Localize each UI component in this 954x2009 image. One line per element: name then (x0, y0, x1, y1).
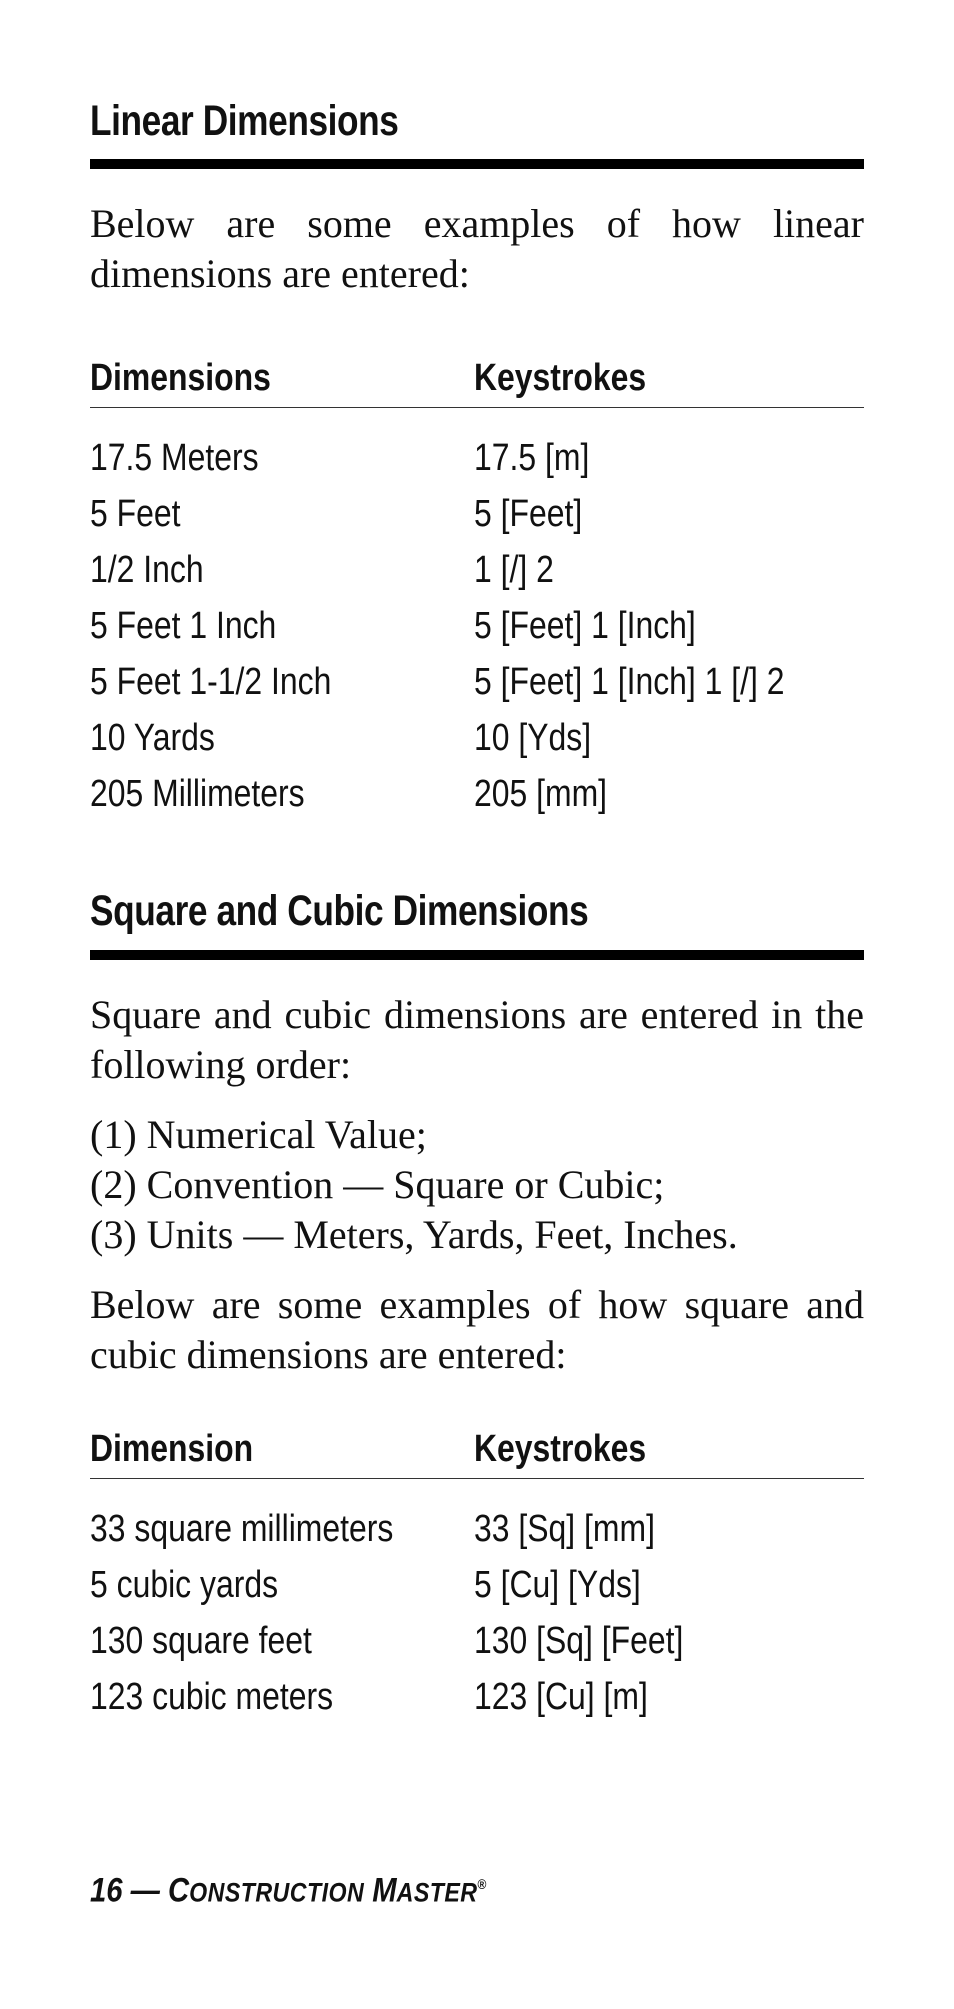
linear-header-keystrokes: Keystrokes (474, 357, 647, 400)
dimension-cell: 5 cubic yards (90, 1563, 279, 1606)
list-item: (1) Numerical Value; (90, 1111, 427, 1157)
page-number: 16 — (90, 1871, 169, 1910)
page-footer (90, 1862, 486, 1914)
keystroke-cell: 5 [Cu] [Yds] (474, 1563, 641, 1606)
square-cubic-header-keystrokes: Keystrokes (474, 1427, 647, 1470)
table-row (90, 486, 864, 542)
dimension-cell: 1/2 Inch (90, 549, 204, 592)
entry-order-list (90, 1110, 864, 1260)
manual-page (90, 98, 864, 1725)
table-row (90, 598, 864, 654)
keystroke-cell: 5 [Feet] (474, 493, 583, 536)
section-title-square-cubic: Square and Cubic Dimensions (90, 887, 589, 936)
keystroke-cell: 1 [/] 2 (474, 549, 554, 592)
dimension-cell: 5 Feet (90, 493, 181, 536)
square-cubic-header-dimension: Dimension (90, 1427, 254, 1470)
dimension-cell: 123 cubic meters (90, 1675, 334, 1718)
keystroke-cell: 130 [Sq] [Feet] (474, 1619, 684, 1662)
registered-mark: ® (477, 1876, 487, 1892)
linear-table-header (90, 355, 864, 408)
brand-initial-c: C (168, 1871, 190, 1910)
keystroke-cell: 205 [mm] (474, 773, 608, 816)
table-row (90, 430, 864, 486)
section-rule-linear (90, 159, 864, 169)
dimension-cell: 5 Feet 1 Inch (90, 605, 277, 648)
table-row (90, 1501, 864, 1557)
table-row (90, 1557, 864, 1613)
table-row (90, 766, 864, 822)
linear-intro: Below are some examples of how linear dimensions are entered: (90, 201, 864, 297)
keystroke-cell: 123 [Cu] [m] (474, 1675, 648, 1718)
table-row (90, 542, 864, 598)
brand-initial-m: M (372, 1871, 397, 1910)
dimension-cell: 205 Millimeters (90, 773, 305, 816)
keystroke-cell: 5 [Feet] 1 [Inch] (474, 605, 696, 648)
square-cubic-table (90, 1426, 864, 1725)
dimension-cell: 5 Feet 1-1/2 Inch (90, 661, 332, 704)
linear-table (90, 355, 864, 822)
table-row (90, 1669, 864, 1725)
keystroke-cell: 10 [Yds] (474, 717, 592, 760)
square-cubic-examples-intro: Below are some examples of how square and cubic dimensions are entered: (90, 1281, 864, 1377)
table-row (90, 710, 864, 766)
keystroke-cell: 17.5 [m] (474, 437, 590, 480)
section-rule-square-cubic (90, 950, 864, 960)
square-cubic-table-body (90, 1501, 864, 1725)
dimension-cell: 130 square feet (90, 1619, 312, 1662)
dimension-cell: 17.5 Meters (90, 437, 259, 480)
square-cubic-intro: Square and cubic dimensions are entered in the following order: (90, 991, 864, 1087)
table-row (90, 654, 864, 710)
dimension-cell: 10 Yards (90, 717, 215, 760)
dimension-cell: 33 square millimeters (90, 1507, 394, 1550)
square-cubic-table-header (90, 1426, 864, 1479)
linear-table-body (90, 430, 864, 822)
brand-word-construction: ONSTRUCTION (189, 1877, 365, 1908)
linear-header-dimensions: Dimensions (90, 357, 271, 400)
keystroke-cell: 33 [Sq] [mm] (474, 1507, 655, 1550)
table-row (90, 1613, 864, 1669)
list-item: (3) Units — Meters, Yards, Feet, Inches. (90, 1211, 738, 1257)
list-item: (2) Convention — Square or Cubic; (90, 1161, 665, 1207)
section-title-linear: Linear Dimensions (90, 97, 399, 145)
brand-word-master: ASTER (396, 1877, 478, 1908)
keystroke-cell: 5 [Feet] 1 [Inch] 1 [/] 2 (474, 661, 785, 704)
